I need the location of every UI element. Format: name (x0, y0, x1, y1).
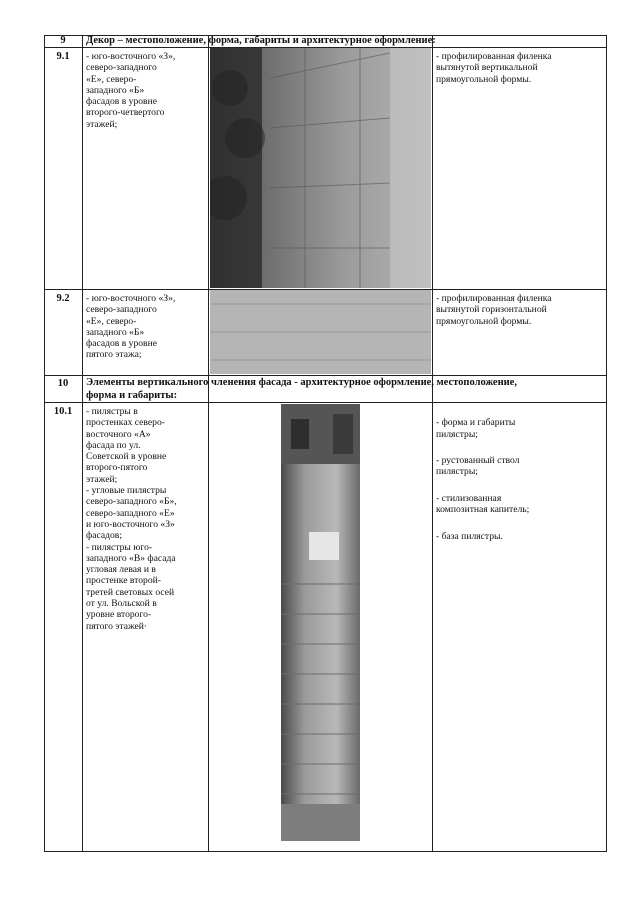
section-number: 10 (57, 378, 69, 389)
feature-item: - стилизованная композитная капитель; (436, 493, 530, 516)
row-description-text: - профилированная филенка вытянутой вертикальной прямоугольной формы. (436, 51, 552, 85)
facade-panel-photo (210, 48, 431, 288)
row-location-text: - пилястры в простенках северо- восточного «А» фасада по ул. Советской в уровне второго-пятого этажей; - угловые пилястры северо-западного «Б», северо-западного «Е» и юго-восточного «З» фасадов; - пилястры юго- западного «В» фасада угловая левая и в простенке второй- третей световых осей от ул. Вольской в уровне второго- пятого этажей· (86, 406, 177, 632)
row-location-text: - юго-восточного «З», северо-западного «Е», северо- западного «Б» фасадов в уровне пятого этажа; (86, 293, 176, 361)
feature-item: - база пилястры. (436, 530, 503, 542)
row-description-text: - профилированная филенка вытянутой горизонтальной прямоугольной формы. (436, 293, 552, 327)
row-number: 9.1 (56, 51, 70, 62)
feature-item: - форма и габариты пилястры; (436, 417, 516, 440)
row-divider (44, 402, 607, 403)
row-location-text: - юго-восточного «З», северо-западного «Е», северо- западного «Б» фасадов в уровне второго-четвертого этажей; (86, 51, 176, 130)
section-title: Элементы вертикального членения фасада - архитектурное оформление, местоположение, форма и габариты: (86, 377, 517, 401)
column-divider (208, 35, 209, 852)
row-divider (44, 375, 607, 376)
section-title: Декор – местоположение, форма, габариты и архитектурное оформление: (86, 35, 436, 46)
row-number: 9.2 (56, 293, 70, 304)
feature-item: - рустованный ствол пилястры; (436, 455, 520, 478)
facade-panel-photo (210, 290, 431, 374)
section-number: 9 (60, 35, 66, 46)
pilaster-photo (281, 404, 360, 841)
column-divider (432, 35, 433, 852)
column-divider (82, 35, 83, 852)
row-feature-list (436, 406, 604, 558)
row-number: 10.1 (53, 406, 73, 417)
